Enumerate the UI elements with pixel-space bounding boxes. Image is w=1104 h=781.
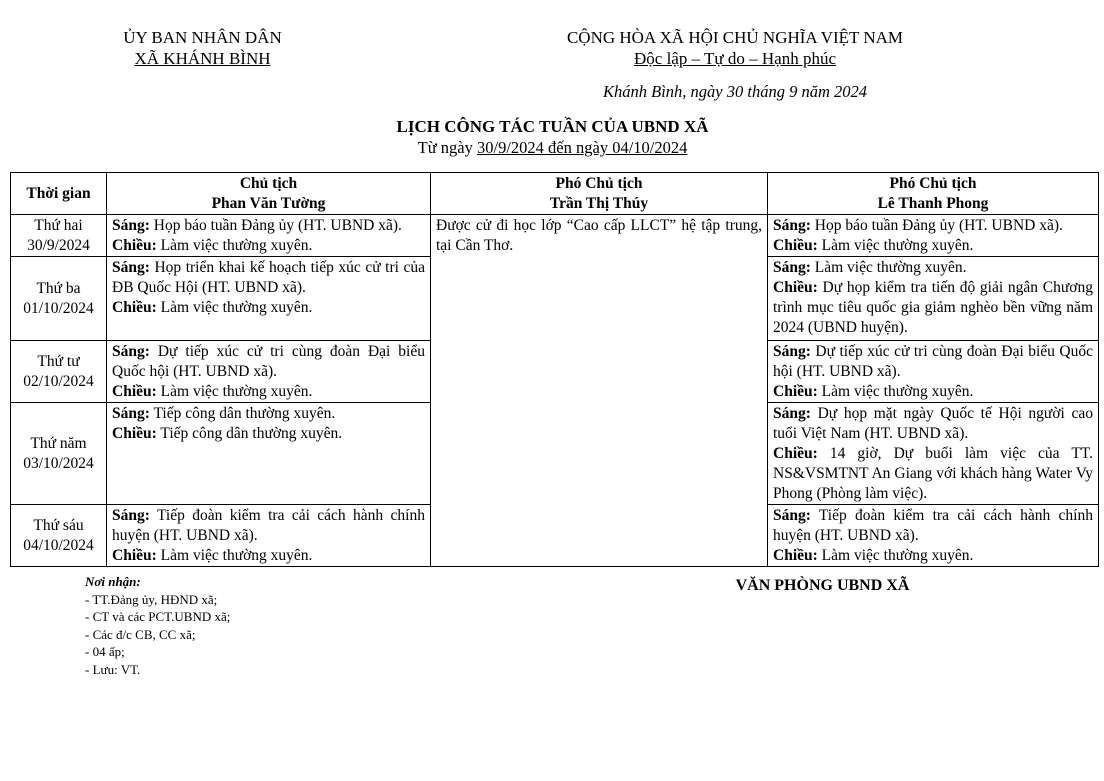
vice-chair-phong-name: Lê Thanh Phong <box>877 195 989 212</box>
chairman-schedule: Sáng: Họp triển khai kế hoạch tiếp xúc cử tri của ĐB Quốc Hội (HT. UBND xã). Chiều: Làm việc thường xuyên. <box>107 257 431 341</box>
vice-chair-thuy-role: Phó Chủ tịch <box>555 175 643 192</box>
nation-name: CỘNG HÒA XÃ HỘI CHỦ NGHĨA VIỆT NAM <box>566 28 904 47</box>
issuing-authority <box>90 27 315 69</box>
day-cell: Thứ năm 03/10/2024 <box>11 403 107 505</box>
chairman-schedule: Sáng: Họp báo tuần Đảng ủy (HT. UBND xã). Chiều: Làm việc thường xuyên. <box>107 215 431 257</box>
place-date: Khánh Bình, ngày 30 tháng 9 năm 2024 <box>603 82 867 101</box>
chairman-schedule: Sáng: Tiếp đoàn kiểm tra cải cách hành chính huyện (HT. UBND xã). Chiều: Làm việc thường xuyên. <box>107 505 431 567</box>
table-header-row <box>11 173 1099 215</box>
vice-chair-phong-schedule: Sáng: Dự tiếp xúc cử tri cùng đoàn Đại biểu Quốc hội (HT. UBND xã). Chiều: Làm việc thường xuyên. <box>768 341 1099 403</box>
recipient-item: - 04 ấp; <box>85 644 125 659</box>
vice-chair-thuy-schedule <box>431 215 768 567</box>
day-cell: Thứ sáu 04/10/2024 <box>11 505 107 567</box>
subtitle-date-range: 30/9/2024 đến ngày 04/10/2024 <box>477 138 688 157</box>
document-title: LỊCH CÔNG TÁC TUẦN CỦA UBND XÃ <box>396 117 709 136</box>
vice-chair-thuy-name: Trần Thị Thúy <box>549 195 649 212</box>
recipients-label: Nơi nhận: <box>85 574 141 589</box>
vice-chair-phong-schedule: Sáng: Tiếp đoàn kiểm tra cải cách hành chính huyện (HT. UBND xã). Chiều: Làm việc thường xuyên. <box>768 505 1099 567</box>
recipient-item: - CT và các PCT.UBND xã; <box>85 609 231 624</box>
recipients-block <box>85 573 385 678</box>
header-vice-chair-phong <box>768 173 1099 215</box>
vice-chair-phong-schedule: Sáng: Làm việc thường xuyên. Chiều: Dự họp kiểm tra tiến độ giải ngân Chương trình mục tiêu quốc gia giảm nghèo bền vững năm 2024 (UBND huyện). <box>768 257 1099 341</box>
authority-line-2: XÃ KHÁNH BÌNH <box>134 49 271 68</box>
vice-chair-phong-schedule: Sáng: Dự họp mặt ngày Quốc tế Hội người cao tuổi Việt Nam (HT. UBND xã). Chiều: 14 giờ, Dự buổi làm việc của TT. NS&VSMTNT An Giang với khách hàng Water Vy Phong (Phòng làm việc). <box>768 403 1099 505</box>
national-motto: Độc lập – Tự do – Hạnh phúc <box>634 49 836 68</box>
day-cell: Thứ tư 02/10/2024 <box>11 341 107 403</box>
national-header <box>520 27 950 69</box>
recipient-item: - TT.Đảng ủy, HĐND xã; <box>85 591 218 607</box>
chairman-name: Phan Văn Tường <box>211 195 326 212</box>
chairman-schedule: Sáng: Dự tiếp xúc cử tri cùng đoàn Đại biểu Quốc hội (HT. UBND xã). Chiều: Làm việc thường xuyên. <box>107 341 431 403</box>
table-row <box>11 215 1099 257</box>
vice-chair-phong-role: Phó Chủ tịch <box>889 175 977 192</box>
study-leave-note: Được cử đi học lớp “Cao cấp LLCT” hệ tập trung, tại Cần Thơ. <box>436 217 762 254</box>
day-cell: Thứ hai 30/9/2024 <box>11 215 107 257</box>
chairman-role: Chủ tịch <box>239 175 298 192</box>
header-vice-chair-thuy <box>431 173 768 215</box>
subtitle-prefix: Từ ngày <box>417 138 477 157</box>
document-subtitle <box>250 137 855 159</box>
header-chairman <box>107 173 431 215</box>
authority-line-1: ỦY BAN NHÂN DÂN <box>123 28 282 47</box>
recipient-item: - Các đ/c CB, CC xã; <box>85 626 196 642</box>
vice-chair-phong-schedule: Sáng: Họp báo tuần Đảng ủy (HT. UBND xã). Chiều: Làm việc thường xuyên. <box>768 215 1099 257</box>
chairman-schedule: Sáng: Tiếp công dân thường xuyên. Chiều: Tiếp công dân thường xuyên. <box>107 403 431 505</box>
schedule-table <box>10 172 1099 567</box>
signing-office: VĂN PHÒNG UBND XÃ <box>735 577 910 594</box>
header-time: Thời gian <box>11 173 107 215</box>
day-cell: Thứ ba 01/10/2024 <box>11 257 107 341</box>
recipient-item: - Lưu: VT. <box>85 661 141 677</box>
